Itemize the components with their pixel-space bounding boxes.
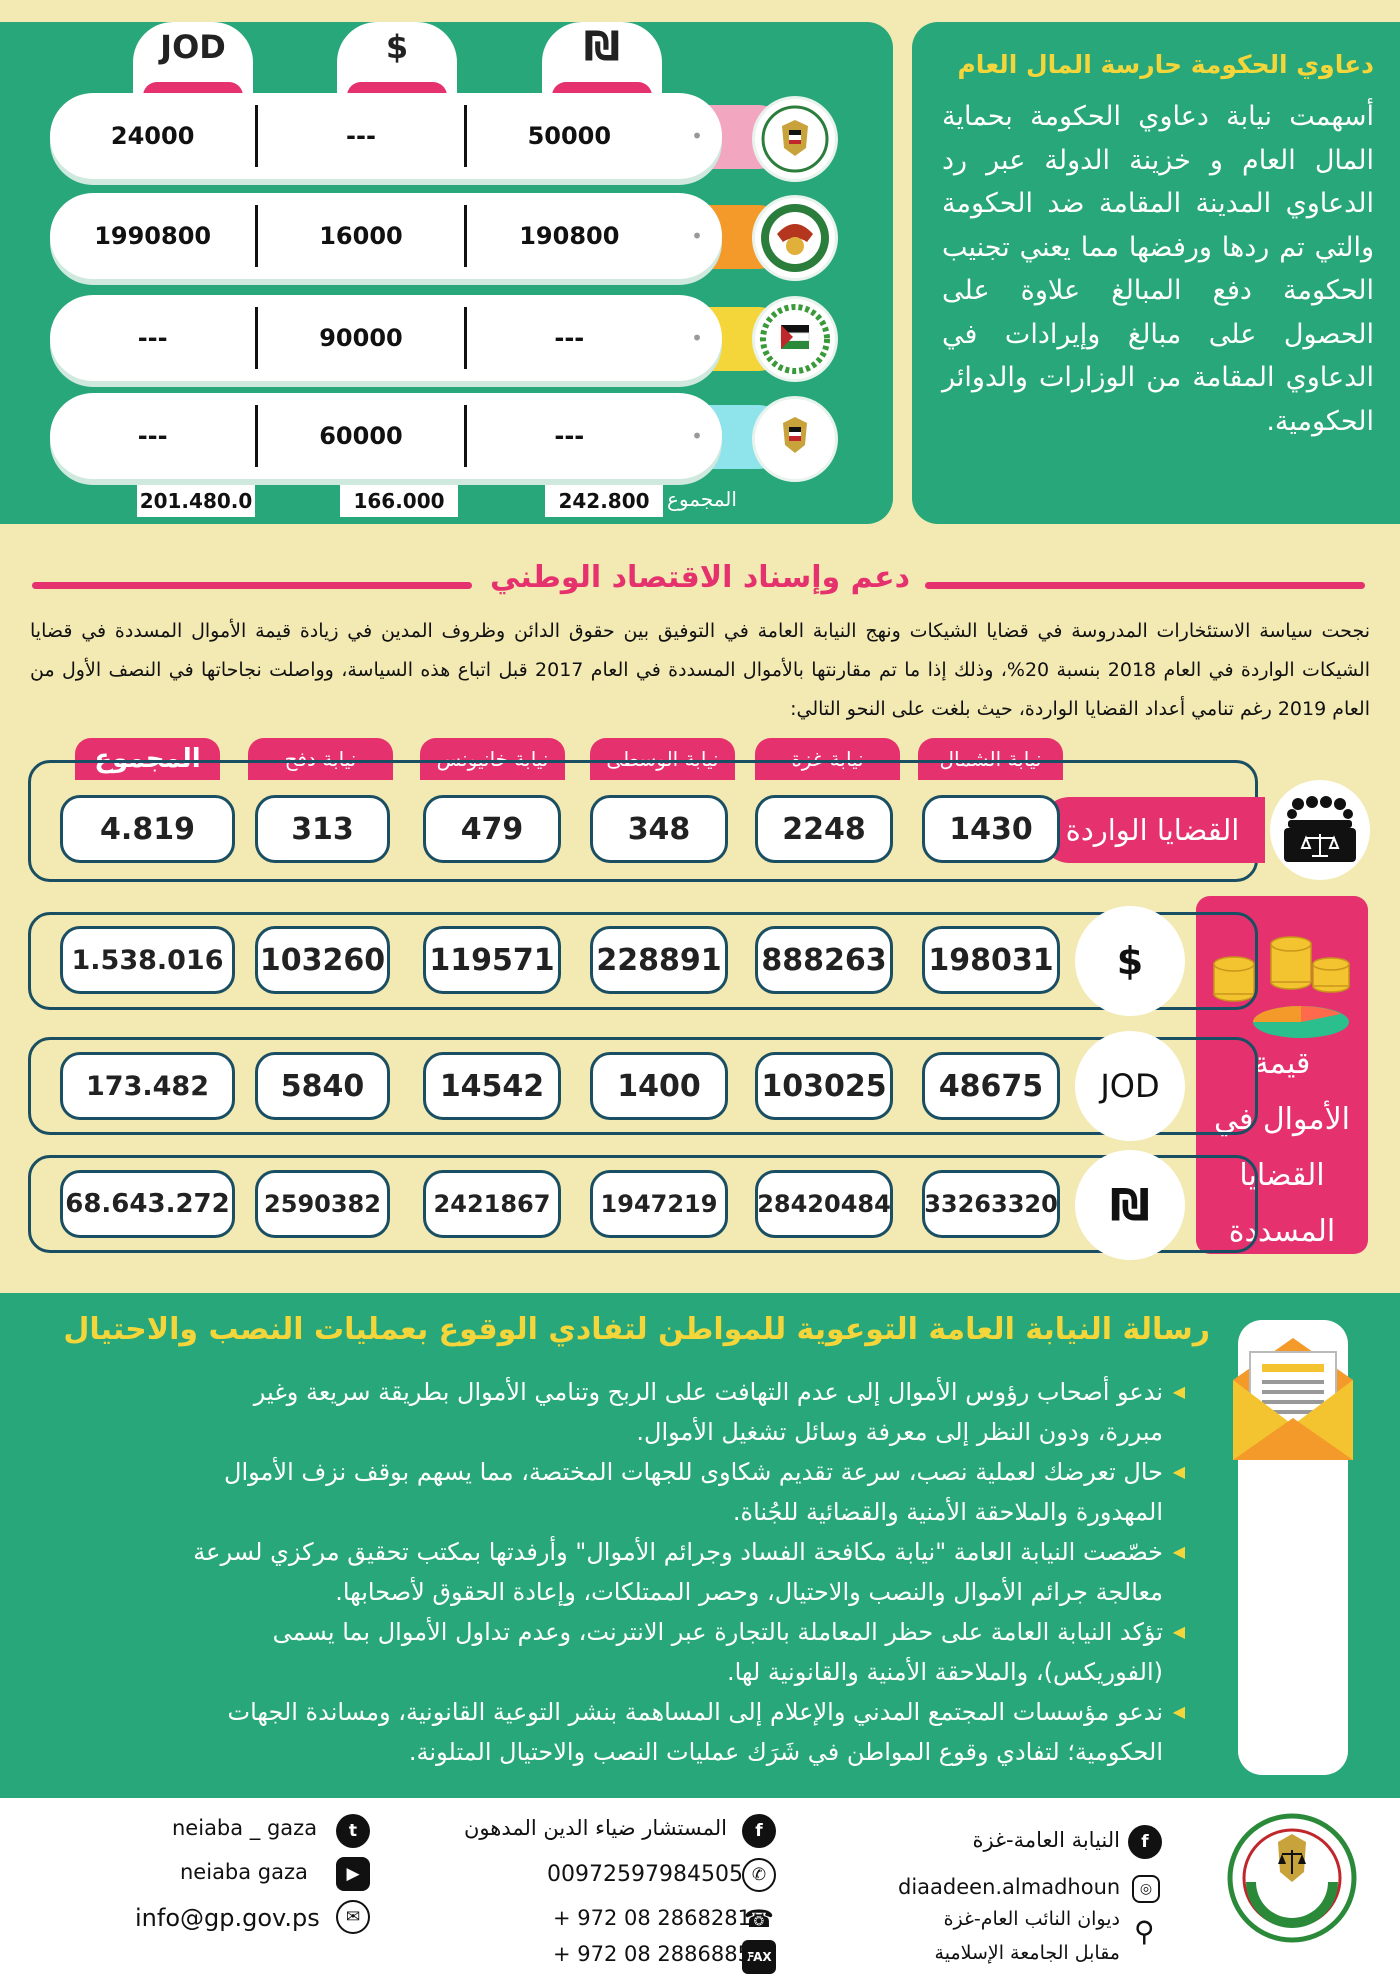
- awareness-item: ◀ ندعو أصحاب رؤوس الأموال إلى عدم التهافت على الربح وتنامي الأموال بطريقة سريعة وغير مبررة، ودون النظر إلى معرفة وسائل تشغيل الأموال.: [190, 1372, 1185, 1452]
- ils-header: ₪: [542, 22, 662, 102]
- email-address[interactable]: info@gp.gov.ps: [135, 1904, 320, 1932]
- row4-ils: ---: [554, 422, 585, 450]
- bullet-dot: •: [691, 124, 703, 148]
- facebook-icon[interactable]: f: [742, 1814, 776, 1848]
- cases-middle: 348: [590, 795, 728, 863]
- economy-title: دعم وإسناد الاقتصاد الوطني: [489, 560, 911, 595]
- usd-total: 1.538.016: [60, 926, 235, 994]
- fax-icon: FAX: [742, 1940, 776, 1974]
- row3-ils: ---: [554, 324, 585, 352]
- address-line-1: ديوان النائب العام-غزة: [943, 1908, 1120, 1930]
- ministry-finance-logo: [752, 96, 838, 182]
- title-divider-left: [32, 582, 472, 589]
- bullet-dot: •: [691, 224, 703, 248]
- row2-jod: 1990800: [94, 222, 212, 250]
- row1-ils: 50000: [527, 122, 612, 150]
- title-divider-right: [925, 582, 1365, 589]
- row1-jod: 24000: [110, 122, 195, 150]
- col-gaza: نيابة غزة: [755, 738, 900, 780]
- awareness-title: رسالة النيابة العامة التوعوية للمواطن لتفادي الوقوع بعمليات النصب والاحتيال: [63, 1312, 1210, 1347]
- usd-header: $: [337, 22, 457, 102]
- row1-usd: ---: [346, 122, 376, 150]
- instagram-handle[interactable]: diaadeen.almadhoun: [898, 1875, 1121, 1899]
- whatsapp-number[interactable]: 00972597984505: [547, 1862, 743, 1887]
- col-rafah: نيابة دفح: [248, 738, 393, 780]
- usd-north: 198031: [922, 926, 1060, 994]
- ils-rafah: 2590382: [255, 1170, 390, 1238]
- ils-gaza: 28420484: [755, 1170, 893, 1238]
- currency-row-3: [50, 295, 722, 381]
- jod-middle: 1400: [590, 1052, 728, 1120]
- col-north: نيابة الشمال: [918, 738, 1063, 780]
- email-icon[interactable]: ✉: [336, 1900, 370, 1934]
- ils-north: 33263320: [922, 1170, 1060, 1238]
- jod-header: JOD: [133, 22, 253, 102]
- values-label: قيمة الأموال في القضايا المسددة: [1213, 1046, 1351, 1249]
- bullet-dot: •: [691, 424, 703, 448]
- total-ils: 242.800: [545, 485, 663, 517]
- awareness-item: ◀ خصّصت النيابة العامة "نيابة مكافحة الفساد وجرائم الأموال" وأرفدتها بمكتب تحقيق مركزي لسرعة معالجة جرائم الأموال والنصب والاحتيال، وحصر الممتلكات، وإعادة الحقوق لأصحابها.: [190, 1532, 1185, 1612]
- address-line-2: مقابل الجامعة الإسلامية: [934, 1942, 1120, 1964]
- usd-middle: 228891: [590, 926, 728, 994]
- govt-claims-body: أسهمت نيابة دعاوي الحكومة بحماية المال العام و خزينة الدولة عبر رد الدعاوي المدينة المقامة ضد الحكومة والتي تم ردها ورفضها مما يعني تجنيب الحكومة دفع المبالغ علاوة على الحصول على مبالغ وإيرادات في الدعاوي المقامة من الوزارات والدوائر الحكومية.: [942, 101, 1374, 437]
- col-middle: نيابة الوسطى: [590, 738, 735, 780]
- jod-total: 173.482: [60, 1052, 235, 1120]
- row2-usd: 16000: [319, 222, 403, 250]
- jod-icon: JOD: [1075, 1031, 1185, 1141]
- ministry-economy-logo: [752, 396, 838, 482]
- instagram-icon[interactable]: ◎: [1132, 1875, 1160, 1903]
- shekel-icon: ₪: [1075, 1150, 1185, 1260]
- usd-khanyounis: 119571: [423, 926, 561, 994]
- cases-label: القضايا الواردة: [1040, 797, 1265, 863]
- fax-number[interactable]: + 972 08 2886885: [553, 1942, 751, 1966]
- cases-north: 1430: [922, 795, 1060, 863]
- awareness-item: ◀ ندعو مؤسسات المجتمع المدني والإعلام إلى المساهمة بنشر التوعية القانونية، ومساندة الجهات الحكومية؛ لتفادي وقوع المواطن في شَرَك عمليات النصب والاحتيال المتلونة.: [190, 1692, 1185, 1772]
- col-khanyounis: نيابة خانيونس: [420, 738, 565, 780]
- phone-icon[interactable]: ☎: [742, 1902, 776, 1936]
- cases-total: 4.819: [60, 795, 235, 863]
- economy-body: نجحت سياسة الاستئخارات المدروسة في قضايا الشيكات ونهج النيابة العامة في التوفيق بين حقوق الدائن وظروف المدين في زيادة قيمة الأموال المسددة في قضايا الشيكات الواردة في العام 2018 بنسبة 20%، وذلك إذا ما تم مقارنتها بالأموال المسددة في العام 2017 قبل اتباع هذه السياسة، وواصلت نجاحاتها في النصف الأول من العام 2019 رغم تنامي أعداد القضايا الواردة، حيث بلغت على النحو التالي:: [30, 620, 1370, 720]
- dollar-icon: $: [1075, 906, 1185, 1016]
- row4-usd: 60000: [319, 422, 403, 450]
- govt-claims-panel: [912, 22, 1400, 524]
- jod-gaza: 103025: [755, 1052, 893, 1120]
- awareness-item: ◀ تؤكد النيابة العامة على حظر المعاملة بالتجارة عبر الانترنت، وعدم تداول الأموال بما يسمى (الفوريكس)، والملاحقة الأمنية والقانونية لها.: [190, 1612, 1185, 1692]
- location-pin-icon: ⚲: [1134, 1915, 1155, 1948]
- usd-rafah: 103260: [255, 926, 390, 994]
- currency-row-2: [50, 193, 722, 279]
- bullet-dot: •: [691, 326, 703, 350]
- youtube-handle[interactable]: neiaba gaza: [180, 1860, 308, 1884]
- whatsapp-icon[interactable]: ✆: [742, 1858, 776, 1892]
- totals-label: المجموع: [667, 487, 737, 511]
- row4-jod: ---: [137, 422, 168, 450]
- ils-khanyounis: 2421867: [423, 1170, 561, 1238]
- twitter-handle[interactable]: neiaba _ gaza: [172, 1816, 318, 1840]
- jod-khanyounis: 14542: [423, 1052, 561, 1120]
- total-jod: 201.480.0: [137, 485, 255, 517]
- awareness-list: [190, 1372, 1185, 1772]
- currency-row-1: [50, 93, 722, 179]
- govt-claims-title: دعاوي الحكومة حارسة المال العام: [957, 50, 1374, 79]
- ils-total: 68.643.272: [60, 1170, 235, 1238]
- twitter-icon[interactable]: t: [336, 1814, 370, 1848]
- row3-usd: 90000: [319, 324, 403, 352]
- currency-row-4: [50, 393, 722, 479]
- cases-khanyounis: 479: [423, 795, 561, 863]
- facebook-org-icon[interactable]: f: [1128, 1825, 1162, 1859]
- total-usd: 166.000: [340, 485, 458, 517]
- ministry-logo-3: [752, 296, 838, 382]
- fb-org-name[interactable]: النيابة العامة-غزة: [972, 1828, 1120, 1852]
- usd-gaza: 888263: [755, 926, 893, 994]
- ils-middle: 1947219: [590, 1170, 728, 1238]
- jod-north: 48675: [922, 1052, 1060, 1120]
- youtube-icon[interactable]: ▶: [336, 1857, 370, 1891]
- cases-gaza: 2248: [755, 795, 893, 863]
- row2-ils: 190800: [519, 222, 620, 250]
- phone-number[interactable]: + 972 08 2868281: [553, 1906, 751, 1930]
- row3-jod: ---: [137, 324, 168, 352]
- fb-person-name[interactable]: المستشار ضياء الدين المدهون: [463, 1816, 727, 1840]
- public-prosecution-seal: [1226, 1812, 1358, 1944]
- jod-rafah: 5840: [255, 1052, 390, 1120]
- cases-rafah: 313: [255, 795, 390, 863]
- people-court-icon: [1270, 780, 1370, 880]
- envelope-icon: [1228, 1330, 1358, 1470]
- col-total: المجموع: [75, 738, 220, 780]
- land-authority-logo: [752, 195, 838, 281]
- awareness-item: ◀ حال تعرضك لعملية نصب، سرعة تقديم شكاوى للجهات المختصة، مما يسهم بوقف نزف الأموال المهدورة والملاحقة الأمنية والقضائية للجُناة.: [190, 1452, 1185, 1532]
